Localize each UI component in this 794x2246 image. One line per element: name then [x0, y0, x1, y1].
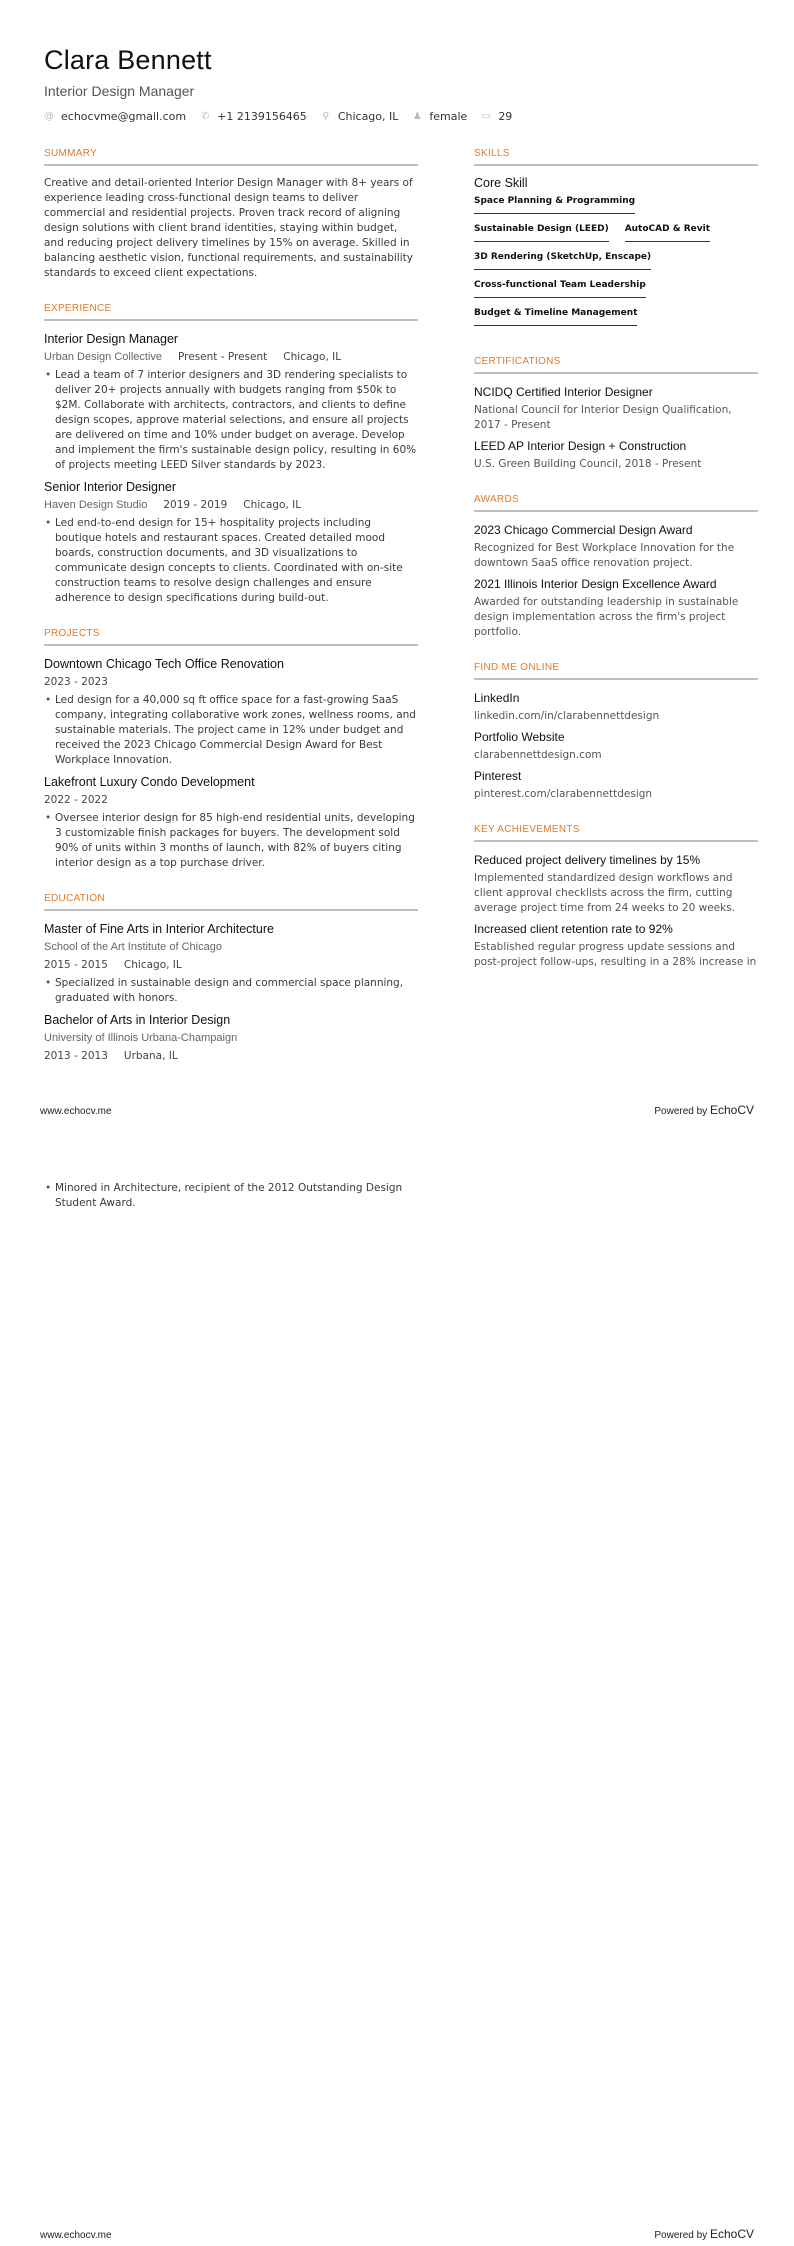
education-meta — [44, 957, 418, 973]
section-divider — [44, 644, 418, 646]
section-title-skills: SKILLS — [474, 148, 510, 159]
awards-section — [474, 494, 758, 640]
job-location: Chicago, IL — [243, 499, 302, 511]
section-title-certifications: CERTIFICATIONS — [474, 356, 561, 367]
location-pin-icon: ⚲ — [322, 111, 330, 122]
education-continuation — [44, 1178, 418, 1217]
contact-row — [44, 110, 526, 123]
section-divider — [44, 909, 418, 911]
certification-detail: National Council for Interior Design Qualification, 2017 - Present — [474, 404, 732, 431]
job-bullets — [44, 516, 418, 606]
education-section — [44, 893, 418, 1064]
footer-powered-by — [654, 1103, 754, 1117]
section-divider — [44, 319, 418, 321]
project-name: Lakefront Luxury Condo Development — [44, 775, 255, 789]
certification-name: NCIDQ Certified Interior Designer — [474, 385, 653, 399]
job-bullets — [44, 368, 418, 473]
award-name: 2023 Chicago Commercial Design Award — [474, 523, 693, 537]
job-title: Interior Design Manager — [44, 332, 179, 346]
education-bullet: • Minored in Architecture, recipient of the 2012 Outstanding Design Student Award. — [44, 1181, 418, 1211]
job-bullet: • Lead a team of 7 interior designers and 3D rendering specialists to deliver 20+ projects annually with budgets ranging from $50k to $2M. Collaborate with architects, contractors, and clients to define design scopes, approve material selections, and ensure all projects are delivered on time and 10% under budget on average. Develop and implement the firm's sustainable design policy, resulting in 60% of projects meeting LEED Silver standards by 2023. — [44, 368, 418, 473]
certification-detail: U.S. Green Building Council, 2018 - Present — [474, 458, 702, 470]
section-divider — [474, 164, 758, 166]
education-dates: 2013 - 2013 — [44, 1050, 108, 1062]
education-location: Urbana, IL — [123, 1050, 178, 1062]
page-footer — [40, 2227, 754, 2241]
profile-link-portfolio[interactable]: clarabennettdesign.com — [474, 749, 602, 761]
skill-chip: Cross-functional Team Leadership — [474, 278, 646, 298]
section-divider — [474, 840, 758, 842]
job-meta — [44, 497, 418, 513]
brand-name[interactable]: EchoCV — [709, 2227, 754, 2241]
award-name: 2021 Illinois Interior Design Excellence Award — [474, 577, 717, 591]
contact-gender — [412, 110, 467, 123]
footer-site-link[interactable]: www.echocv.me — [40, 1106, 112, 1117]
education-item — [44, 921, 418, 1006]
resume-page-2 — [0, 1123, 794, 2246]
section-title-experience: EXPERIENCE — [44, 303, 112, 314]
profile-link-linkedin[interactable]: linkedin.com/in/clarabennettdesign — [474, 710, 660, 722]
degree-name: Bachelor of Arts in Interior Design — [44, 1013, 231, 1027]
skill-chip: AutoCAD & Revit — [625, 222, 710, 242]
education-bullets — [44, 976, 418, 1006]
summary-section — [44, 148, 418, 281]
skill-chip: Budget & Timeline Management — [474, 306, 637, 326]
contact-age — [481, 110, 512, 123]
age-value: 29 — [498, 110, 513, 123]
section-divider — [474, 372, 758, 374]
online-section — [474, 662, 758, 802]
job-dates: Present - Present — [178, 351, 268, 363]
section-title-achievements: KEY ACHIEVEMENTS — [474, 824, 580, 835]
candidate-name: Clara Bennett — [44, 45, 212, 75]
project-dates: 2023 - 2023 — [44, 676, 108, 688]
section-title-awards: AWARDS — [474, 494, 519, 505]
project-bullet: • Oversee interior design for 85 high-end residential units, developing 3 customizable finish packages for buyers. The development sold 90% of units within 3 months of launch, with 82% of buyers citing interior design as a top purchase driver. — [44, 811, 418, 871]
section-title-online: FIND ME ONLINE — [474, 662, 560, 673]
contact-location — [321, 110, 399, 123]
page-footer — [40, 1103, 754, 1117]
project-bullet: • Led design for a 40,000 sq ft office space for a fast-growing SaaS company, integrating collaborative work zones, wellness rooms, and sustainable materials. The project came in 12% under budget and received the 2023 Chicago Commercial Design Award for Best Workplace Innovation. — [44, 693, 418, 768]
powered-by-label: Powered by — [654, 2230, 708, 2241]
profile-name-portfolio: Portfolio Website — [474, 730, 565, 744]
footer-powered-by — [654, 2227, 754, 2241]
certifications-section — [474, 356, 758, 472]
job-title: Senior Interior Designer — [44, 480, 177, 494]
education-bullet: • Specialized in sustainable design and commercial space planning, graduated with honors. — [44, 976, 418, 1006]
section-divider — [44, 164, 418, 166]
project-item — [44, 656, 418, 768]
company-name: Urban Design Collective — [44, 351, 162, 363]
skill-chip: Sustainable Design (LEED) — [474, 222, 609, 242]
skill-group-title: Core Skill — [474, 176, 528, 190]
section-divider — [474, 510, 758, 512]
project-name: Downtown Chicago Tech Office Renovation — [44, 657, 284, 671]
profile-name-pinterest: Pinterest — [474, 769, 522, 783]
project-meta — [44, 674, 418, 690]
school-row — [44, 939, 418, 955]
achievements-section — [474, 824, 758, 970]
profile-name-linkedin: LinkedIn — [474, 691, 520, 705]
projects-section — [44, 628, 418, 871]
education-meta — [44, 1048, 418, 1064]
project-bullets — [44, 811, 418, 871]
email-value: echocvme@gmail.com — [61, 110, 187, 123]
education-location: Chicago, IL — [123, 959, 182, 971]
contact-phone[interactable] — [200, 110, 307, 123]
school-name: School of the Art Institute of Chicago — [44, 941, 222, 953]
education-bullets — [44, 1181, 418, 1211]
achievement-name: Reduced project delivery timelines by 15% — [474, 853, 701, 867]
brand-name[interactable]: EchoCV — [709, 1103, 754, 1117]
award-detail: Recognized for Best Workplace Innovation for the downtown SaaS office renovation project. — [474, 542, 735, 569]
candidate-title: Interior Design Manager — [44, 83, 195, 99]
education-dates: 2015 - 2015 — [44, 959, 108, 971]
degree-name: Master of Fine Arts in Interior Architecture — [44, 922, 274, 936]
skill-chips — [474, 194, 764, 334]
job-meta — [44, 349, 418, 365]
award-detail: Awarded for outstanding leadership in sustainable design implementation across the firm's project portfolio. — [474, 596, 739, 638]
project-dates: 2022 - 2022 — [44, 794, 108, 806]
achievement-detail: Established regular progress update sessions and post-project follow-ups, resulting in a 28% increase in — [474, 941, 757, 968]
location-value: Chicago, IL — [337, 110, 399, 123]
calendar-icon: ▭ — [481, 111, 492, 122]
school-row — [44, 1030, 418, 1046]
section-title-projects: PROJECTS — [44, 628, 100, 639]
achievement-detail: Implemented standardized design workflows and client approval checklists across the firm, cutting average project time from 24 weeks to 20 weeks. — [474, 872, 736, 914]
experience-item — [44, 331, 418, 473]
certification-name: LEED AP Interior Design + Construction — [474, 439, 687, 453]
footer-site-link[interactable]: www.echocv.me — [40, 2230, 112, 2241]
phone-icon: ✆ — [200, 111, 210, 122]
contact-email[interactable] — [44, 110, 186, 123]
job-location: Chicago, IL — [283, 351, 342, 363]
profile-link-pinterest[interactable]: pinterest.com/clarabennettdesign — [474, 788, 653, 800]
achievement-name: Increased client retention rate to 92% — [474, 922, 673, 936]
school-name: University of Illinois Urbana-Champaign — [44, 1032, 238, 1044]
job-bullet: • Led end-to-end design for 15+ hospitality projects including boutique hotels and restaurant spaces. Created detailed mood boards, construction documents, and 3D visualizations to communicate design concepts to clients. Coordinated with on-site construction teams to resolve design challenges and ensure adherence to design specifications during build-out. — [44, 516, 418, 606]
section-title-education: EDUCATION — [44, 893, 105, 904]
powered-by-label: Powered by — [654, 1106, 708, 1117]
person-icon: ♟ — [412, 111, 422, 122]
company-name: Haven Design Studio — [44, 499, 148, 511]
experience-item — [44, 479, 418, 606]
job-dates: 2019 - 2019 — [163, 499, 228, 511]
education-item — [44, 1012, 418, 1064]
phone-value: +1 2139156465 — [217, 110, 307, 123]
at-icon: @ — [44, 111, 54, 122]
experience-section — [44, 303, 418, 606]
left-column — [44, 148, 418, 1086]
right-column — [474, 148, 758, 992]
section-divider — [474, 678, 758, 680]
summary-text: Creative and detail-oriented Interior Design Manager with 8+ years of experience leading cross-functional design teams to deliver commercial and residential projects. Proven track record of aligning design solutions with client brand identities, staying within budget, and reducing project delivery timelines by 15% on average. Skilled in balancing aesthetic vision, functional requirements, and sustainability standards to exceed client expectations. — [44, 177, 413, 279]
gender-value: female — [429, 110, 468, 123]
skills-section — [474, 148, 758, 334]
skill-chip: 3D Rendering (SketchUp, Enscape) — [474, 250, 651, 270]
section-title-summary: SUMMARY — [44, 148, 98, 159]
resume-header — [44, 44, 526, 123]
project-bullets — [44, 693, 418, 768]
skill-chip: Space Planning & Programming — [474, 194, 635, 214]
project-meta — [44, 792, 418, 808]
project-item — [44, 774, 418, 871]
